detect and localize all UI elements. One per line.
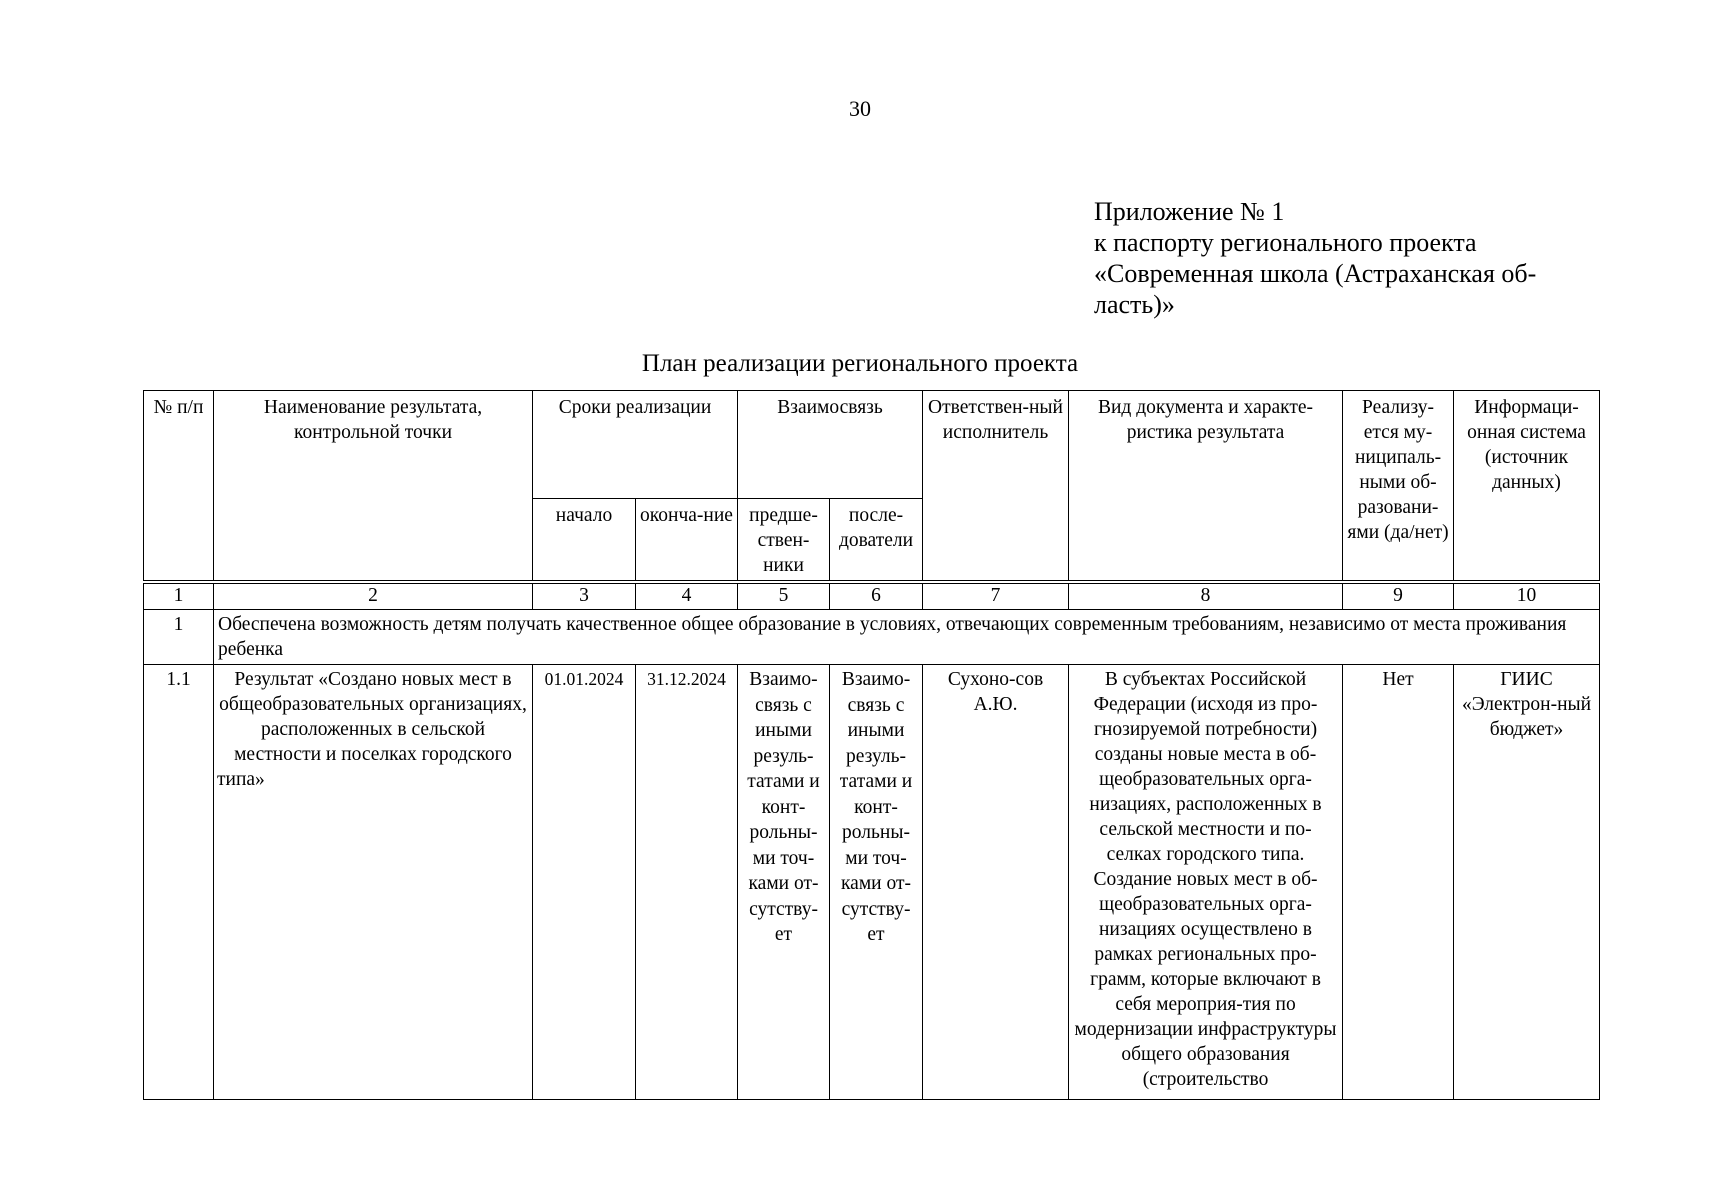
row-info-system: ГИИС «Электрон-ный бюджет» (1454, 665, 1600, 1100)
header-relation: Взаимосвязь (738, 391, 923, 499)
appendix-line-3: «Современная школа (Астраханская об- (1094, 259, 1537, 288)
column-numbers-row (144, 582, 1600, 610)
column-number: 10 (1454, 582, 1600, 610)
header-relation-prev: предше-ствен-ники (738, 499, 830, 583)
column-number: 9 (1343, 582, 1454, 610)
appendix-line-2: к паспорту регионального проекта (1094, 228, 1477, 257)
implementation-plan-table (143, 390, 1600, 1100)
section-text: Обеспечена возможность детям получать качественное общее образование в условиях, отвечающих современным требованиям, независимо от места проживания ребенка (214, 610, 1600, 665)
row-responsible: Сухоно-сов А.Ю. (923, 665, 1069, 1100)
appendix-line-1: Приложение № 1 (1094, 197, 1285, 226)
section-num: 1 (144, 610, 214, 665)
row-municipal: Нет (1343, 665, 1454, 1100)
row-predecessors: Взаимо-связь с иными резуль-татами и конт-рольны-ми точ-ками от-сутству-ет (738, 665, 830, 1100)
header-municipal: Реализу-ется му-ниципаль-ными об-разовани-ями (да/нет) (1343, 391, 1454, 583)
table-row (144, 665, 1600, 1100)
row-num: 1.1 (144, 665, 214, 1100)
plan-title: План реализации регионального проекта (641, 350, 1079, 377)
column-number: 6 (830, 582, 923, 610)
header-terms-end: оконча-ние (636, 499, 738, 583)
column-number: 2 (214, 582, 533, 610)
row-start: 01.01.2024 (533, 665, 636, 1100)
header-info-system: Информаци-онная система (источник данных) (1454, 391, 1600, 583)
column-number: 7 (923, 582, 1069, 610)
header-responsible: Ответствен-ный исполнитель (923, 391, 1069, 583)
section-row (144, 610, 1600, 665)
header-terms-start: начало (533, 499, 636, 583)
header-num: № п/п (144, 391, 214, 583)
page-number: 30 (849, 96, 871, 121)
row-successors: Взаимо-связь с иными резуль-татами и конт-рольны-ми точ-ками от-сутству-ет (830, 665, 923, 1100)
header-name: Наименование результата, контрольной точки (214, 391, 533, 583)
row-doc-type: В субъектах Российской Федерации (исходя из про-гнозируемой потребности) созданы новые места в об-щеобразовательных орга-низациях, расположенных в сельской местности и по-селках городского типа. Создание новых мест в об-щеобразовательных орга-низациях осуществлено в рамках региональных про-грамм, которые включают в себя мероприя-тия по модернизации инфраструктуры общего образования (строительство (1069, 665, 1343, 1100)
header-relation-next: после-дователи (830, 499, 923, 583)
row-end: 31.12.2024 (636, 665, 738, 1100)
column-number: 4 (636, 582, 738, 610)
appendix-line-4: ласть)» (1094, 290, 1175, 319)
row-name: Результат «Создано новых мест в общеобразовательных организациях, расположенных в сельской местности и поселках городского типа» (214, 665, 533, 1100)
column-number: 5 (738, 582, 830, 610)
column-number: 1 (144, 582, 214, 610)
appendix-heading (1094, 196, 1594, 320)
column-number: 8 (1069, 582, 1343, 610)
header-doc-type: Вид документа и характе-ристика результата (1069, 391, 1343, 583)
column-number: 3 (533, 582, 636, 610)
header-terms: Сроки реализации (533, 391, 738, 499)
